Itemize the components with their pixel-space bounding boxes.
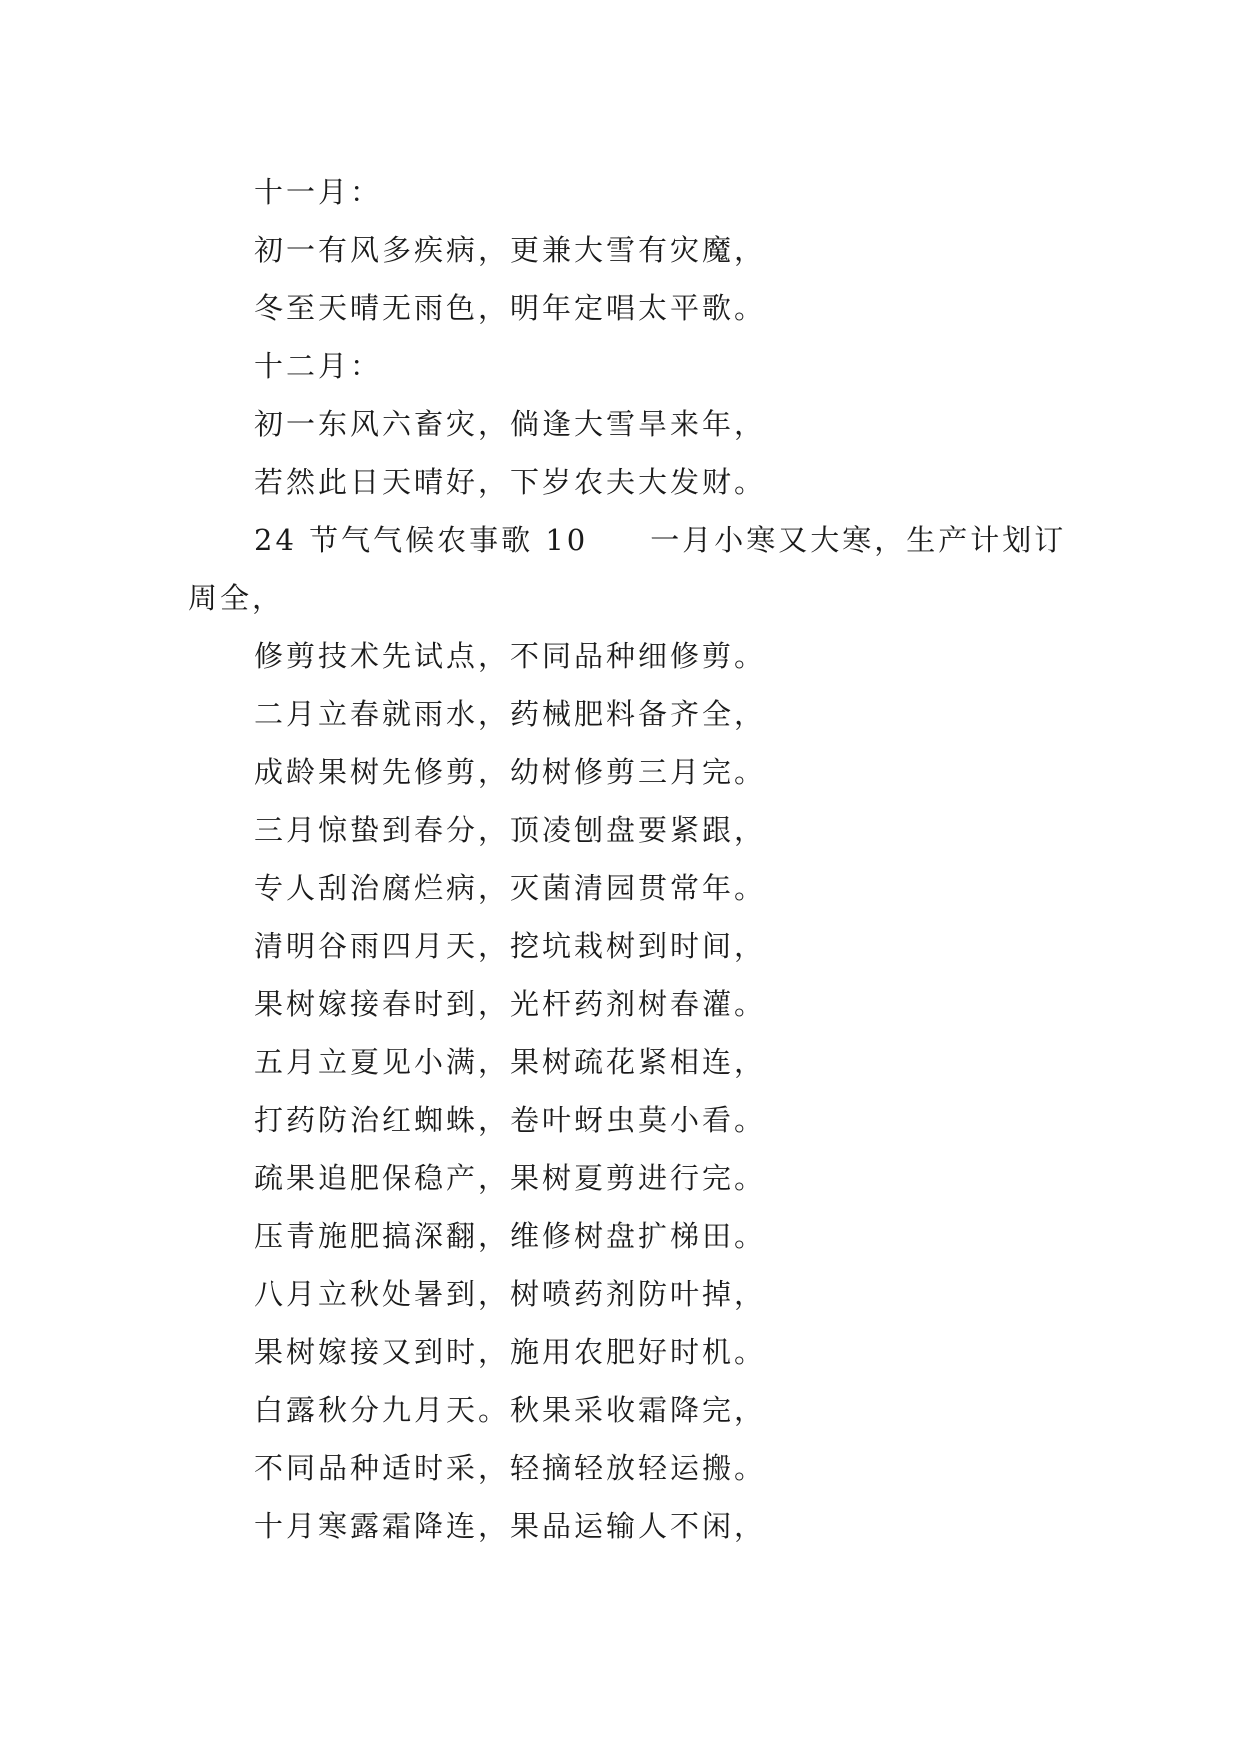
text-line: 成龄果树先修剪，幼树修剪三月完。 — [254, 755, 767, 789]
text-line: 打药防治红蜘蛛，卷叶蚜虫莫小看。 — [254, 1103, 767, 1137]
text-line: 压青施肥搞深翻，维修树盘扩梯田。 — [254, 1219, 767, 1253]
text-line: 果树嫁接又到时，施用农肥好时机。 — [254, 1335, 767, 1369]
text-line: 二月立春就雨水，药械肥料备齐全， — [254, 697, 767, 731]
text-line: 清明谷雨四月天，挖坑栽树到时间， — [254, 929, 767, 963]
text-line: 三月惊蛰到春分，顶凌刨盘要紧跟， — [254, 813, 767, 847]
text-line: 五月立夏见小满，果树疏花紧相连， — [254, 1045, 767, 1079]
text-line: 十一月： — [254, 175, 383, 209]
heading-paragraph — [188, 511, 1068, 627]
text-line: 白露秋分九月天。秋果采收霜降完， — [254, 1393, 767, 1427]
paragraph-text: 一月小寒又大寒，生产计划订周全， — [188, 523, 1067, 615]
text-line: 修剪技术先试点，不同品种细修剪。 — [254, 639, 767, 673]
text-line: 八月立秋处暑到，树喷药剂防叶掉， — [254, 1277, 767, 1311]
text-line: 十二月： — [254, 349, 383, 383]
text-line: 冬至天晴无雨色，明年定唱太平歌。 — [254, 291, 767, 325]
text-line: 初一东风六畜灾，倘逢大雪旱来年， — [254, 407, 767, 441]
text-line: 不同品种适时采，轻摘轻放轻运搬。 — [254, 1451, 767, 1485]
text-line: 专人刮治腐烂病，灭菌清园贯常年。 — [254, 871, 767, 905]
text-line: 若然此日天晴好，下岁农夫大发财。 — [254, 465, 767, 499]
song-title: 24 节气气候农事歌 10 — [254, 523, 589, 557]
text-line: 疏果追肥保稳产，果树夏剪进行完。 — [254, 1161, 767, 1195]
text-line: 初一有风多疾病，更兼大雪有灾魔， — [254, 233, 767, 267]
text-line: 十月寒露霜降连，果品运输人不闲， — [254, 1509, 767, 1543]
text-line: 果树嫁接春时到，光杆药剂树春灌。 — [254, 987, 767, 1021]
